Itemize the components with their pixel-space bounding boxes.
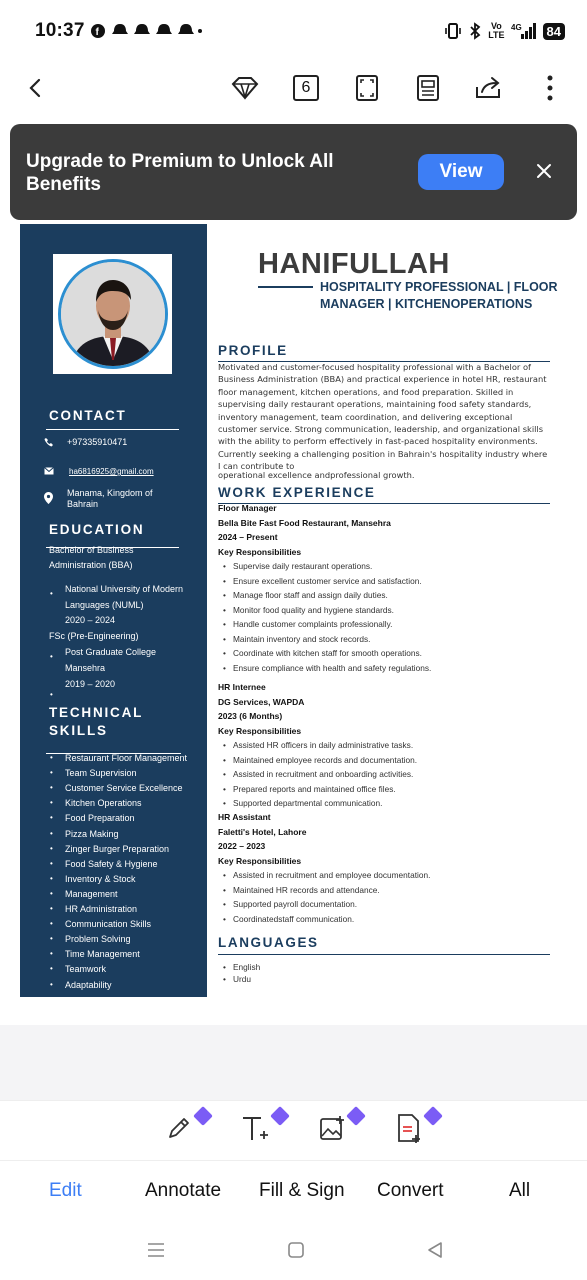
signal-icon xyxy=(511,22,537,40)
premium-banner xyxy=(10,124,577,220)
skill-item: Inventory & Stock xyxy=(65,873,136,884)
skill-item: Restaurant Floor Management xyxy=(65,753,188,763)
skill-item: Adaptability xyxy=(65,979,112,990)
profile-photo xyxy=(53,254,172,374)
premium-gem-icon xyxy=(270,1106,290,1126)
bullet: • xyxy=(50,768,53,778)
skill-item: Zinger Burger Preparation xyxy=(65,843,170,854)
edu-years-1: 2020 – 2024 xyxy=(65,615,116,625)
edit-text-tool[interactable] xyxy=(164,1113,204,1149)
job-period: 2022 – 2023 xyxy=(218,841,266,851)
skill-item: Food Safety & Hygiene xyxy=(65,858,158,869)
responsibility-item: • Ensure compliance with health and safety regulations. xyxy=(233,663,431,673)
job-company: DG Services, WAPDA xyxy=(218,696,305,707)
tab-all[interactable]: All xyxy=(509,1180,531,1201)
banner-close-button[interactable] xyxy=(530,158,558,186)
responsibility-item: • Prepared reports and maintained office files. xyxy=(233,784,396,794)
tab-annotate[interactable]: Annotate xyxy=(145,1180,222,1201)
skill-item: Problem Solving xyxy=(65,934,131,945)
page-count: 6 xyxy=(293,75,319,101)
bullet: • xyxy=(50,949,53,959)
bullet: • xyxy=(50,934,53,944)
job-period: 2023 (6 Months) xyxy=(218,711,283,721)
phone-icon xyxy=(44,437,54,447)
profile-text-tail: operational excellence andprofessional growth. xyxy=(218,470,415,480)
more-icon xyxy=(546,74,554,102)
responsibility-item: • Supervise daily restaurant operations. xyxy=(233,561,372,571)
edu-institution-1: National University of Modern Languages (NUML) xyxy=(65,584,184,610)
bullet: • xyxy=(50,783,53,793)
bullet: • xyxy=(50,858,53,868)
recents-icon[interactable] xyxy=(146,1242,166,1258)
bullet: • xyxy=(50,904,53,913)
job-company: Bella Bite Fast Food Restaurant, Mansehra xyxy=(218,517,391,528)
battery-level: 84 xyxy=(543,23,565,40)
languages-rule xyxy=(218,954,550,955)
share-icon xyxy=(474,75,504,101)
resume-name: HANIFULLAH xyxy=(258,248,450,280)
contact-heading: CONTACT xyxy=(49,408,127,423)
bullet: • xyxy=(50,828,53,838)
language-item: • Urdu xyxy=(233,974,251,984)
skill-item: Food Preparation xyxy=(65,813,135,824)
tab-fill-sign[interactable]: Fill & Sign xyxy=(259,1180,345,1201)
responsibility-item: • Assisted in recruitment and onboarding activities. xyxy=(233,769,413,779)
reader-mode-button[interactable] xyxy=(410,70,446,106)
more-button[interactable] xyxy=(532,70,568,106)
bullet: • xyxy=(50,813,53,823)
work-heading: WORK EXPERIENCE xyxy=(218,485,376,500)
education-heading: EDUCATION xyxy=(49,522,145,537)
nav-back-icon[interactable] xyxy=(426,1241,444,1259)
premium-gem-icon xyxy=(346,1106,366,1126)
skill-item: Teamwork xyxy=(65,964,107,975)
bullet: • xyxy=(50,964,53,974)
edit-pen-icon xyxy=(164,1113,194,1143)
resume-sidebar xyxy=(20,224,207,997)
skill-item: Team Supervision xyxy=(65,768,137,779)
job-title: Floor Manager xyxy=(218,503,277,513)
tab-convert[interactable]: Convert xyxy=(377,1180,444,1201)
responsibility-item: • Supported departmental communication. xyxy=(233,798,382,808)
edu-degree-1: Bachelor of Business Administration (BBA) xyxy=(49,545,134,570)
page-count-button[interactable] xyxy=(288,70,324,106)
status-time: 10:37 xyxy=(35,20,85,41)
viewer-background xyxy=(0,1025,587,1100)
skill-item: Management xyxy=(65,888,118,899)
vibrate-icon xyxy=(444,22,462,40)
bullet: • xyxy=(50,843,53,853)
responsibility-item: • Maintain inventory and stock records. xyxy=(233,634,370,644)
bullet: • xyxy=(50,888,53,898)
bullet: • xyxy=(50,798,53,808)
responsibility-item: • Monitor food quality and hygiene standards. xyxy=(233,605,394,615)
system-nav-bar xyxy=(0,1225,587,1280)
skill-item: Communication Skills xyxy=(65,919,152,930)
svg-text:4G: 4G xyxy=(510,23,522,32)
svg-text:f: f xyxy=(95,27,101,38)
back-icon xyxy=(25,77,47,99)
person-avatar-icon xyxy=(61,262,165,366)
name-underline xyxy=(258,286,313,288)
bullet: • xyxy=(50,873,53,883)
profile-text: Motivated and customer-focused hospitality professional with a Bachelor of Business Administration (BBA) and practical experience in hotel HR, restaurant floor management, kitchen operations, and food preparation. Skilled in supervising daily restaurant operations, maintaining food safety standards, inventory management, team coordination, and delivering exceptional customer service. Strong communication, leadership, and organizational skills with the ability to perform effectively in fast-paced hospitality environments. Currently seeking a challenging position in Bahrain's hospitality industry where I can contribute to xyxy=(218,362,548,472)
bullet: • xyxy=(50,753,53,762)
reader-icon xyxy=(415,74,441,102)
notification-icons-svg xyxy=(90,22,202,40)
location-pin-icon xyxy=(44,492,53,504)
notification-icons xyxy=(90,22,202,45)
responsibility-item: • Coordinatedstaff communication. xyxy=(233,914,354,924)
edit-tools-bar xyxy=(0,1100,587,1160)
edu-years-2: 2019 – 2020 xyxy=(65,679,116,689)
banner-view-button[interactable]: View xyxy=(418,154,504,190)
profile-heading: PROFILE xyxy=(218,343,288,358)
responsibility-item: • Maintained HR records and attendance. xyxy=(233,885,380,895)
document-page[interactable] xyxy=(0,220,587,1025)
edu-institution-2: Post Graduate College Mansehra xyxy=(65,647,157,673)
contact-phone: +97335910471 xyxy=(67,437,128,447)
skill-item: Customer Service Excellence xyxy=(65,783,183,794)
add-image-icon xyxy=(318,1113,348,1143)
skill-item: Kitchen Operations xyxy=(65,798,142,809)
contact-rule xyxy=(46,429,179,430)
convert-pdf-tool[interactable] xyxy=(395,1113,435,1149)
job-title: HR Assistant xyxy=(218,812,271,822)
add-text-tool[interactable] xyxy=(240,1113,280,1149)
add-text-icon xyxy=(240,1113,272,1143)
top-toolbar xyxy=(0,64,587,112)
bluetooth-icon xyxy=(468,22,482,40)
pdf-convert-icon xyxy=(395,1113,425,1145)
responsibility-item: • Ensure excellent customer service and satisfaction. xyxy=(233,576,422,586)
premium-button[interactable] xyxy=(227,70,263,106)
status-right-icons xyxy=(444,22,565,40)
responsibility-item: • Manage floor staff and assign daily duties. xyxy=(233,590,388,600)
bullet: • xyxy=(50,979,53,989)
job-resp-label: Key Responsibilities xyxy=(218,546,302,557)
resume-subtitle: HOSPITALITY PROFESSIONAL | FLOOR MANAGER | KITCHENOPERATIONS xyxy=(320,280,558,311)
job-company: Faletti's Hotel, Lahore xyxy=(218,826,307,837)
contact-location: Manama, Kingdom of Bahrain xyxy=(67,488,153,509)
edu-degree-2: FSc (Pre-Engineering) xyxy=(49,631,139,641)
premium-gem-icon xyxy=(193,1106,213,1126)
fullscreen-icon xyxy=(354,74,380,102)
premium-diamond-icon xyxy=(230,75,260,101)
banner-message: Upgrade to Premium to Unlock All Benefits xyxy=(26,151,334,195)
skills-heading: TECHNICAL SKILLS xyxy=(49,705,143,738)
responsibility-item: • Assisted in recruitment and employee documentation. xyxy=(233,870,430,880)
job-resp-label: Key Responsibilities xyxy=(218,855,302,866)
languages-heading: LANGUAGES xyxy=(218,935,319,950)
responsibility-item: • Assisted HR officers in daily administrative tasks. xyxy=(233,740,413,750)
language-item: • English xyxy=(233,962,260,972)
profile-photo-circle xyxy=(58,259,168,369)
responsibility-item: • Coordinate with kitchen staff for smooth operations. xyxy=(233,648,422,658)
skill-item: HR Administration xyxy=(65,904,138,914)
skill-item: Time Management xyxy=(65,949,140,960)
back-button[interactable] xyxy=(18,70,54,106)
status-bar xyxy=(0,0,587,64)
responsibility-item: • Supported payroll documentation. xyxy=(233,899,357,909)
close-icon xyxy=(536,163,552,179)
email-icon xyxy=(44,467,54,475)
fullscreen-button[interactable] xyxy=(349,70,385,106)
volte-label: Vo LTE xyxy=(488,21,505,40)
bullet: • xyxy=(50,589,53,598)
bullet: • xyxy=(50,690,53,699)
responsibility-item: • Maintained employee records and documentation. xyxy=(233,755,417,765)
job-title: HR Internee xyxy=(218,682,266,692)
responsibility-item: • Handle customer complaints professionally. xyxy=(233,619,392,629)
share-button[interactable] xyxy=(471,70,507,106)
tab-edit[interactable]: Edit xyxy=(49,1180,82,1201)
bottom-tabs xyxy=(0,1160,587,1220)
premium-gem-icon xyxy=(423,1106,443,1126)
job-period: 2024 – Present xyxy=(218,532,278,542)
bullet: • xyxy=(50,652,53,661)
bullet: • xyxy=(50,919,53,929)
job-resp-label: Key Responsibilities xyxy=(218,725,302,736)
contact-email: ha6816925@gmail.com xyxy=(69,467,154,476)
skill-item: Pizza Making xyxy=(65,828,119,839)
add-image-tool[interactable] xyxy=(318,1113,358,1149)
home-icon[interactable] xyxy=(287,1241,305,1259)
